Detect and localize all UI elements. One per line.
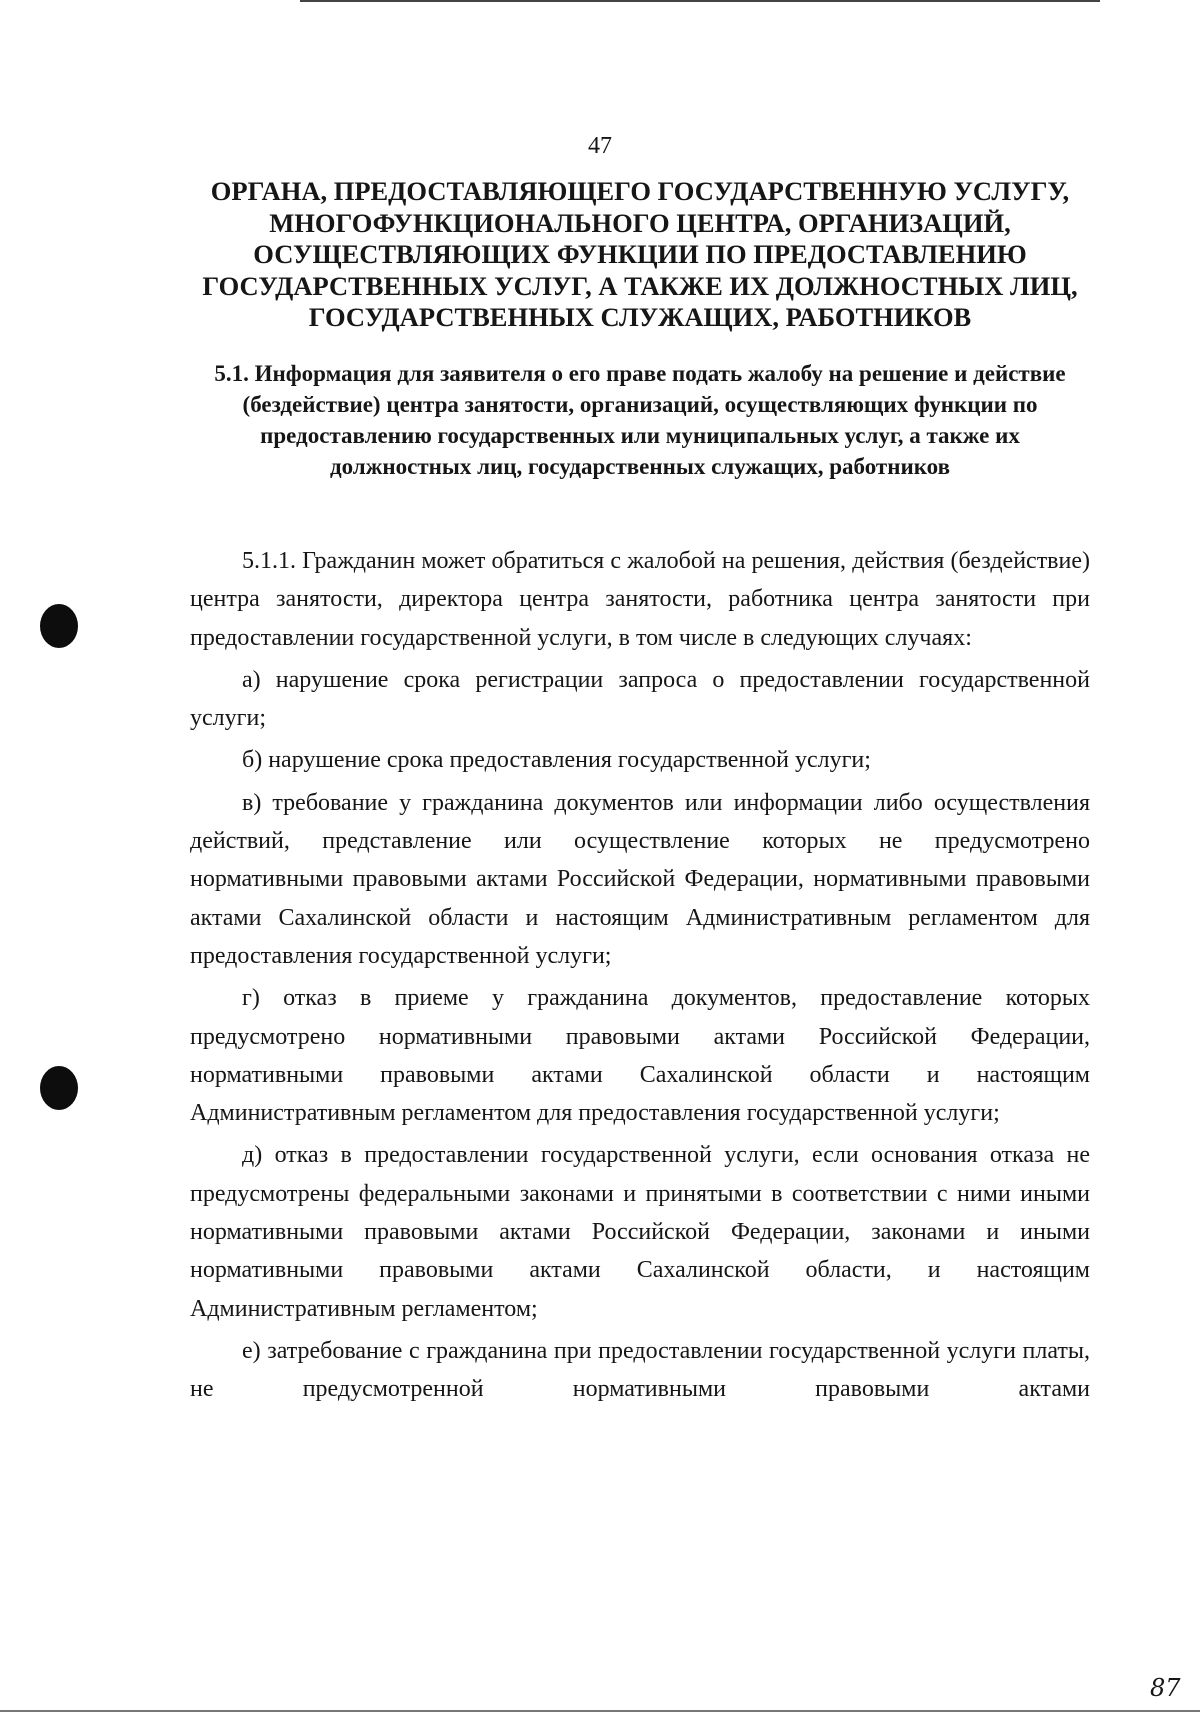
subsection-heading: 5.1. Информация для заявителя о его праве подать жалобу на решение и действие (бездействие) центра занятости, организаций, осуществляющих функции по предоставлению государственных или муниципальных услуг, а также их должностных лиц, государственных служащих, работников xyxy=(214,361,1066,479)
binder-hole-bottom xyxy=(40,1066,78,1110)
handwritten-page-mark: 87 xyxy=(1150,1674,1181,1702)
page-number: 47 xyxy=(588,133,612,159)
list-item-d: д) отказ в предоставлении государственной услуги, если основания отказа не предусмотрены федеральными законами и принятыми в соответствии с ними иными нормативными правовыми актами Российской Федерации, законами и иными нормативными правовыми актами Сахалинской области, и настоящим Административным регламентом; xyxy=(190,1142,1090,1322)
list-item-a: а) нарушение срока регистрации запроса о предоставлении государственной услуги; xyxy=(190,666,1090,732)
paragraph-5-1-1: 5.1.1. Гражданин может обратиться с жалобой на решения, действия (бездействие) центра занятости, директора центра занятости, работника центра занятости при предоставлении государственной услуги, в том числе в следующих случаях: xyxy=(190,548,1090,651)
top-edge-rule xyxy=(300,0,1100,2)
list-item-e: е) затребование с гражданина при предоставлении государственной услуги платы, не предусмотренной нормативными правовыми актами xyxy=(190,1337,1090,1403)
list-item-v: в) требование у гражданина документов или информации либо осуществления действий, представление или осуществление которых не предусмотрено нормативными правовыми актами Российской Федерации, нормативными правовыми актами Сахалинской области и настоящим Административным регламентом для предоставления государственной услуги; xyxy=(190,789,1090,969)
binder-hole-top xyxy=(40,604,78,648)
section-heading: ОРГАНА, ПРЕДОСТАВЛЯЮЩЕГО ГОСУДАРСТВЕННУЮ УСЛУГУ, МНОГОФУНКЦИОНАЛЬНОГО ЦЕНТРА, ОРГАНИЗАЦИЙ, ОСУЩЕСТВЛЯЮЩИХ ФУНКЦИИ ПО ПРЕДОСТАВЛЕНИЮ ГОСУДАРСТВЕННЫХ УСЛУГ, А ТАКЖЕ ИХ ДОЛЖНОСТНЫХ ЛИЦ, ГОСУДАРСТВЕННЫХ СЛУЖАЩИХ, РАБОТНИКОВ xyxy=(202,176,1078,332)
list-item-g: г) отказ в приеме у гражданина документов, предоставление которых предусмотрено нормативными правовыми актами Российской Федерации, нормативными правовыми актами Сахалинской области и настоящим Административным регламентом для предоставления государственной услуги; xyxy=(190,985,1090,1127)
bottom-edge-rule xyxy=(0,1710,1200,1712)
document-body xyxy=(190,542,1090,1413)
list-item-b: б) нарушение срока предоставления государственной услуги; xyxy=(242,747,871,774)
